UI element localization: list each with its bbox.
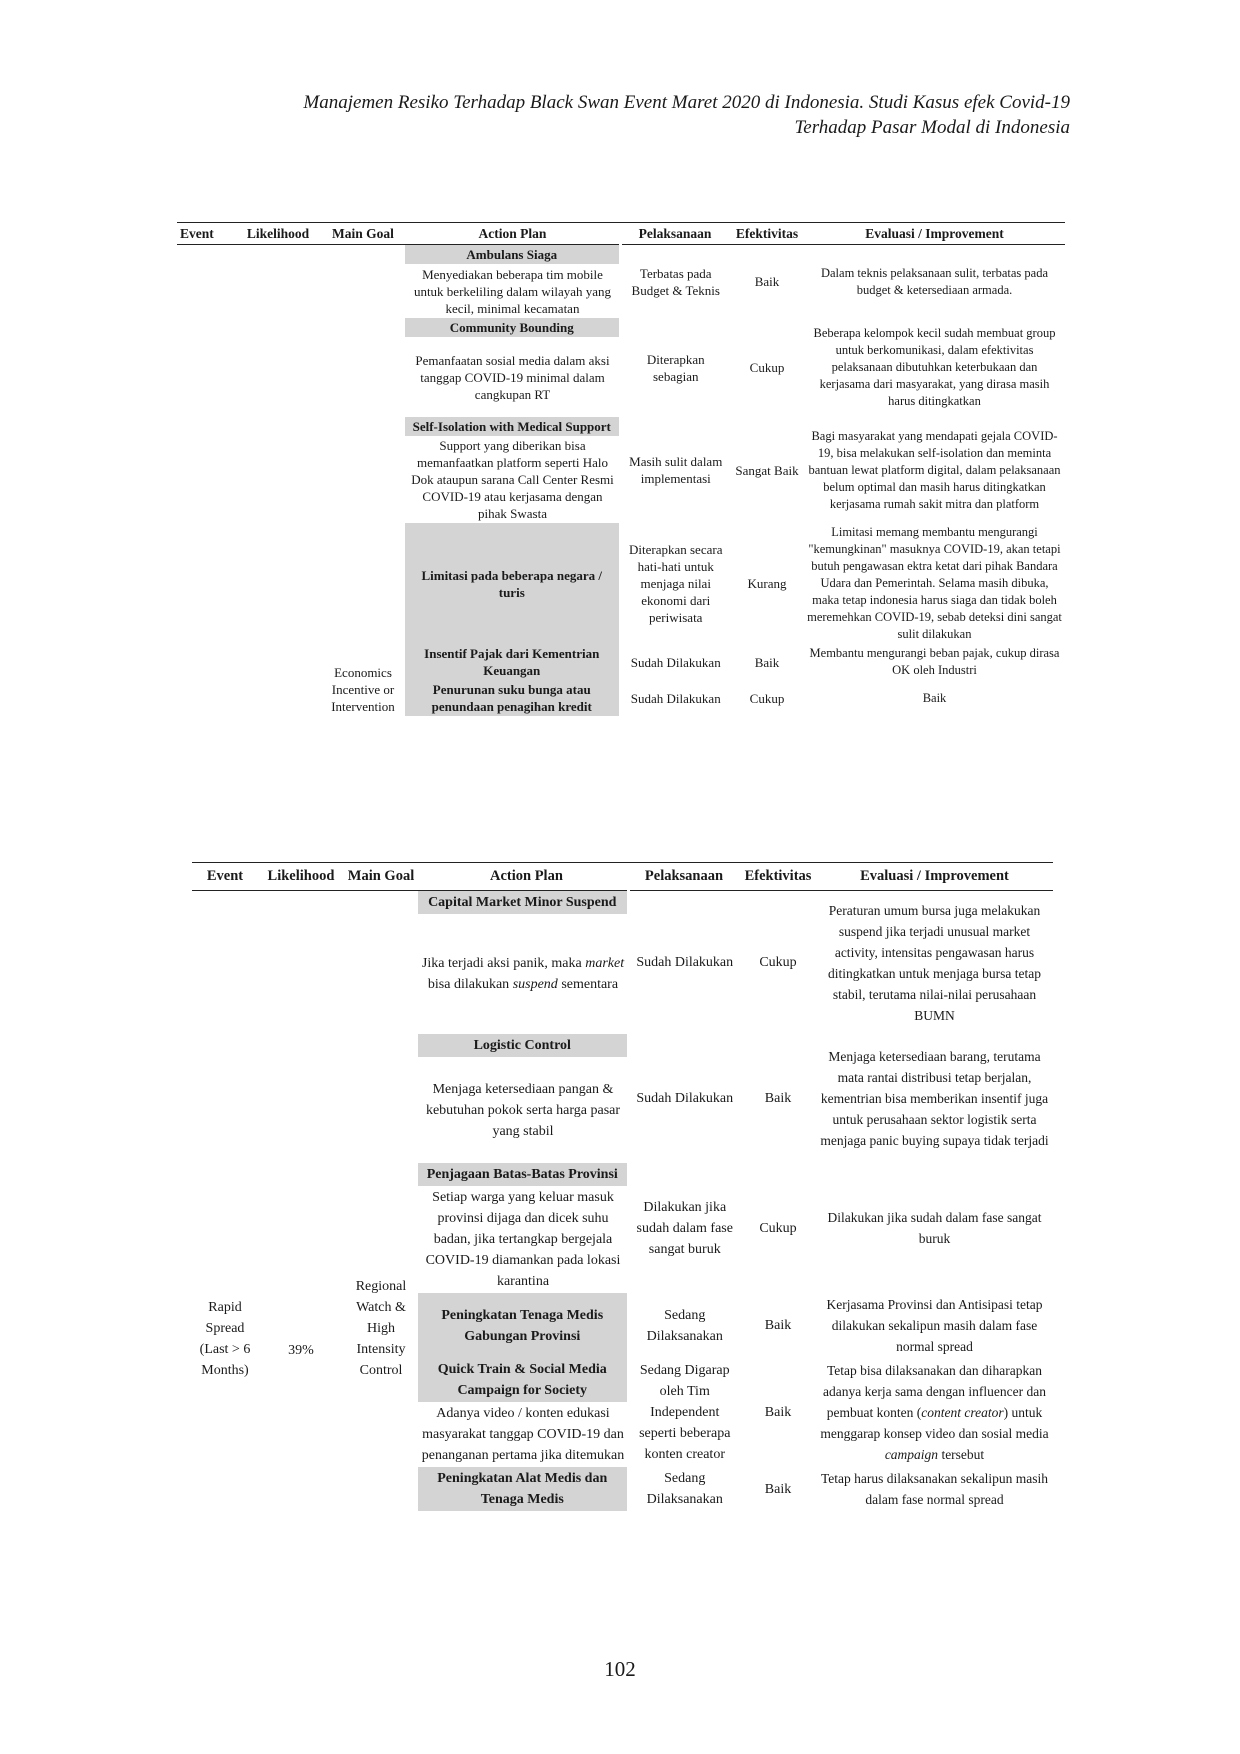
col-pelaksanaan: Pelaksanaan — [620, 223, 730, 245]
action-desc: Menyediakan beberapa tim mobile untuk berkeliling dalam wilayah yang kecil, minimal kecamatan — [413, 266, 612, 316]
evaluasi-cell: Dilakukan jika sudah dalam fase sangat buruk — [827, 1210, 1042, 1246]
action-title: Community Bounding — [405, 318, 620, 337]
evaluasi-cell: Menjaga ketersediaan barang, terutama mata rantai distribusi tetap berjalan, kementrian bisa memberikan insentif juga untuk perusahaan sektor logistik serta menjaga panic buying supaya tidak terjadi — [820, 1049, 1049, 1148]
efektivitas-cell: Baik — [754, 274, 780, 289]
table-row — [192, 891, 1053, 915]
action-desc: Menjaga ketersediaan pangan & kebutuhan pokok serta harga pasar yang stabil — [425, 1081, 621, 1139]
col-evaluasi: Evaluasi / Improvement — [816, 863, 1053, 891]
pelaksanaan-cell: Masih sulit dalam implementasi — [629, 454, 723, 486]
action-title: Limitasi pada beberapa negara / turis — [405, 523, 620, 644]
action-title: Capital Market Minor Suspend — [418, 891, 628, 915]
action-title: Logistic Control — [418, 1034, 628, 1057]
action-desc: Jika terjadi aksi panik, maka market bisa dilakukan suspend sementara — [421, 956, 625, 992]
pelaksanaan-cell: Sedang Dilaksanakan — [646, 1307, 723, 1344]
efektivitas-cell: Baik — [754, 654, 780, 670]
header-line-2: Terhadap Pasar Modal di Indonesia — [794, 117, 1070, 138]
action-title: Quick Train & Social Media Campaign for Society — [418, 1358, 628, 1402]
col-likelihood: Likelihood — [258, 863, 344, 891]
evaluasi-cell: Baik — [922, 690, 947, 705]
action-title: Peningkatan Alat Medis dan Tenaga Medis — [418, 1467, 628, 1511]
pelaksanaan-cell: Sudah Dilakukan — [630, 690, 721, 706]
col-event: Event — [192, 863, 258, 891]
efektivitas-cell: Baik — [764, 1481, 792, 1497]
efektivitas-cell: Cukup — [749, 360, 785, 375]
col-action-plan: Action Plan — [418, 863, 628, 891]
action-title: Self-Isolation with Medical Support — [405, 417, 620, 436]
pelaksanaan-cell: Sudah Dilakukan — [630, 654, 721, 670]
evaluasi-cell: Kerjasama Provinsi dan Antisipasi tetap dilakukan sekalipun masih dalam fase normal spread — [826, 1297, 1043, 1354]
table-header-row — [192, 863, 1053, 891]
table-header-row — [177, 223, 1065, 245]
evaluasi-cell: Beberapa kelompok kecil sudah membuat group untuk berkomunikasi, dalam efektivitas pelaksanaan dibutuhkan keterbukaan dan kerjasama dari masyarakat, yang dirasa masih harus ditingkatkan — [813, 326, 1056, 408]
pelaksanaan-cell: Sedang Dilaksanakan — [646, 1471, 723, 1507]
risk-table-1 — [177, 222, 1065, 716]
table-row — [177, 245, 1065, 265]
main-goal-cell: Regional Watch & High Intensity Control — [355, 1279, 407, 1378]
running-header — [160, 90, 1070, 140]
event-cell: Rapid Spread (Last > 6 Months) — [199, 1300, 251, 1378]
evaluasi-cell: Tetap bisa dilaksanakan dan diharapkan adanya kerja sama dengan influencer dan pembuat konten (content creator) untuk menggarap konsep video dan sosial media campaign tersebut — [820, 1363, 1049, 1462]
efektivitas-cell: Cukup — [749, 690, 785, 706]
action-title: Insentif Pajak dari Kementrian Keuangan — [405, 644, 620, 680]
evaluasi-cell: Limitasi memang membantu mengurangi "kemungkinan" masuknya COVID-19, akan tetapi butuh pengawasan ektra ketat dari pihak Bandara Udara dan Pemerintah. Selama masih dibuka, maka tetap indonesia harus siaga dan tidak boleh meremehkan COVID-19, sebab deteksi dini sangat sulit dilakukan — [807, 525, 1062, 641]
action-desc: Setiap warga yang keluar masuk provinsi dijaga dan dicek suhu badan, jika tertangkap bergejala COVID-19 diamankan pada lokasi karantina — [425, 1190, 621, 1289]
col-efektivitas: Efektivitas — [740, 863, 816, 891]
pelaksanaan-cell: Sudah Dilakukan — [636, 955, 734, 970]
header-line-1: Manajemen Resiko Terhadap Black Swan Event Maret 2020 di Indonesia. Studi Kasus efek Covid-19 — [303, 92, 1070, 113]
efektivitas-cell: Baik — [764, 1318, 792, 1333]
action-desc: Support yang diberikan bisa memanfaatkan platform seperti Halo Dok ataupun sarana Call Center Resmi COVID-19 atau kerjasama dengan pihak Swasta — [411, 438, 614, 521]
efektivitas-cell: Kurang — [747, 576, 787, 591]
col-event: Event — [177, 223, 235, 245]
likelihood-cell: 39% — [288, 1343, 314, 1358]
evaluasi-cell: Dalam teknis pelaksanaan sulit, terbatas pada budget & ketersediaan armada. — [820, 265, 1048, 297]
col-action-plan: Action Plan — [405, 223, 620, 245]
evaluasi-cell: Bagi masyarakat yang mendapati gejala COVID-19, bisa melakukan self-isolation dan meminta bantuan lewat platform digital, dalam pelaksanaan belum optimal dan masih harus ditingkatkan kerjasama rumah sakit mitra dan platform — [808, 428, 1061, 511]
action-desc: Adanya video / konten edukasi masyarakat tanggap COVID-19 dan penanganan pertama jika ditemukan — [421, 1406, 625, 1463]
risk-table-2 — [192, 862, 1053, 1511]
action-title: Ambulans Siaga — [405, 245, 620, 265]
efektivitas-cell: Cukup — [759, 1220, 797, 1236]
pelaksanaan-cell: Diterapkan sebagian — [646, 351, 705, 384]
efektivitas-cell: Baik — [764, 1091, 792, 1106]
col-pelaksanaan: Pelaksanaan — [628, 863, 740, 891]
pelaksanaan-cell: Diterapkan secara hati-hati untuk menjaga nilai ekonomi dari periwisata — [629, 542, 723, 625]
evaluasi-cell: Peraturan umum bursa juga melakukan suspend jika terjadi unusual market activity, intensitas pengawasan harus ditingkatkan untuk menjaga bursa tetap stabil, terutama nilai-nilai perusahaan BUMN — [828, 902, 1041, 1023]
page-number: 102 — [604, 1657, 636, 1681]
evaluasi-cell: Tetap harus dilaksanakan sekalipun masih dalam fase normal spread — [821, 1471, 1048, 1507]
col-evaluasi: Evaluasi / Improvement — [804, 223, 1065, 245]
efektivitas-cell: Baik — [764, 1405, 792, 1420]
pelaksanaan-cell: Dilakukan jika sudah dalam fase sangat buruk — [636, 1199, 733, 1257]
evaluasi-cell: Membantu mengurangi beban pajak, cukup dirasa OK oleh Industri — [809, 646, 1060, 677]
col-main-goal: Main Goal — [321, 223, 405, 245]
col-efektivitas: Efektivitas — [730, 223, 804, 245]
efektivitas-cell: Cukup — [759, 955, 797, 970]
pelaksanaan-cell: Sedang Digarap oleh Tim Independent seperti beberapa konten creator — [639, 1363, 731, 1462]
action-title: Penurunan suku bunga atau penundaan penagihan kredit — [405, 680, 620, 716]
pelaksanaan-cell: Terbatas pada Budget & Teknis — [631, 265, 720, 298]
main-goal-economics: Economics Incentive or Intervention — [331, 665, 395, 714]
action-title: Peningkatan Tenaga Medis Gabungan Provinsi — [418, 1293, 628, 1358]
col-main-goal: Main Goal — [344, 863, 418, 891]
action-desc: Pemanfaatan sosial media dalam aksi tanggap COVID-19 minimal dalam cangkupan RT — [415, 352, 610, 402]
col-likelihood: Likelihood — [235, 223, 321, 245]
pelaksanaan-cell: Sudah Dilakukan — [636, 1091, 734, 1106]
action-title: Penjagaan Batas-Batas Provinsi — [418, 1163, 628, 1186]
efektivitas-cell: Sangat Baik — [735, 462, 799, 478]
